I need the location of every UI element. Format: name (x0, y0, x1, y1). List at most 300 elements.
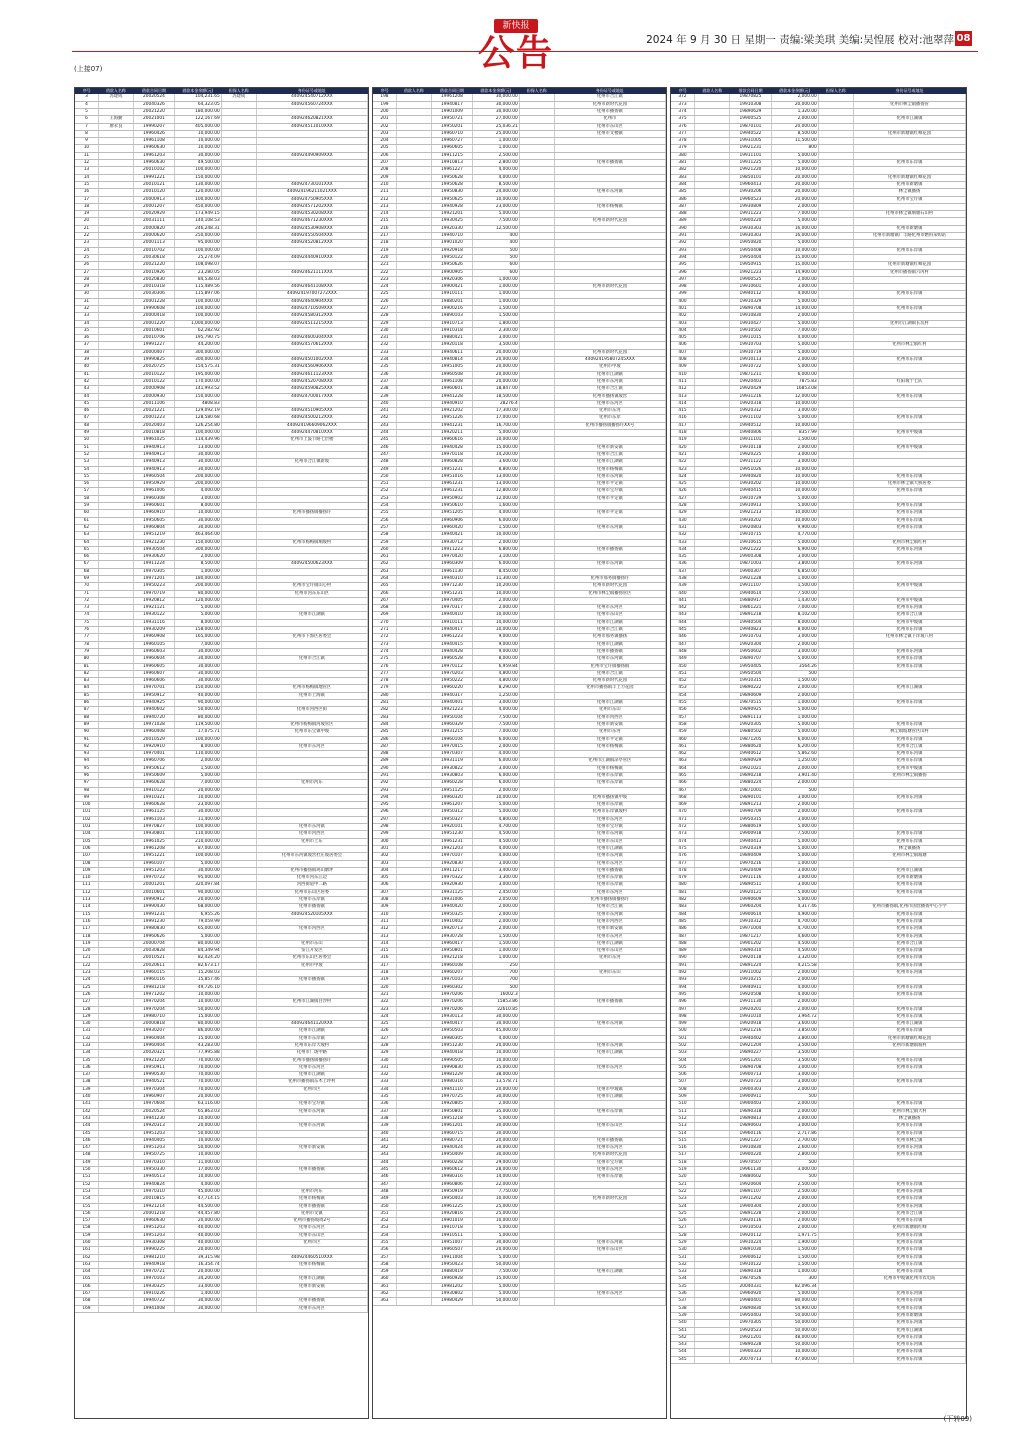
contract-date: 19891107 (730, 1188, 771, 1195)
contract-date: 19870101 (730, 123, 771, 130)
contract-date: 20030306 (133, 291, 174, 298)
table-row (373, 524, 666, 531)
principal-balance: 10,000.00 (472, 627, 519, 634)
guarantor-name (221, 721, 256, 728)
row-number: 519 (671, 1167, 695, 1174)
id-or-address: 化州市新塘镇红峰花园 (854, 1035, 966, 1042)
guarantor-name (221, 670, 256, 677)
id-or-address (256, 546, 367, 553)
borrower-name (695, 867, 730, 874)
id-or-address (256, 984, 367, 991)
row-number: 263 (373, 568, 396, 575)
row-number: 460 (671, 736, 695, 743)
principal-balance: 3,000.00 (771, 882, 818, 889)
borrower-name (695, 517, 730, 524)
contract-date: 19940112 (730, 291, 771, 298)
contract-date: 19931119 (431, 758, 472, 765)
contract-date: 19990830 (431, 1064, 472, 1071)
guarantor-name (818, 108, 853, 115)
row-number: 525 (671, 1210, 695, 1217)
principal-balance: 463,464.00 (174, 532, 221, 539)
guarantor-name (818, 1115, 853, 1122)
table-row (671, 233, 966, 240)
table-row (671, 1342, 966, 1349)
table-row (75, 875, 368, 882)
borrower-name (98, 824, 133, 831)
table-row (75, 634, 368, 641)
row-number: 459 (671, 729, 695, 736)
principal-balance: 6,850.00 (771, 568, 818, 575)
principal-balance: 4,800.00 (472, 670, 519, 677)
guarantor-name (221, 1079, 256, 1086)
table-row (373, 400, 666, 407)
table-row (75, 656, 368, 663)
borrower-name (396, 765, 431, 772)
id-or-address: 化州市东河镇 (854, 926, 966, 933)
row-number: 336 (373, 1101, 396, 1108)
guarantor-name (818, 371, 853, 378)
principal-balance: 5,000.00 (472, 1254, 519, 1261)
borrower-name (396, 597, 431, 604)
principal-balance: 1,400.00 (174, 1291, 221, 1298)
contract-date: 19940504 (730, 619, 771, 626)
id-or-address (854, 568, 966, 575)
table-row (373, 590, 666, 597)
principal-balance: 1,000.00 (174, 568, 221, 575)
contract-date: 19921201 (730, 1334, 771, 1341)
borrower-name (98, 554, 133, 561)
principal-balance: 3,000.00 (771, 1123, 818, 1130)
id-or-address: 化州市东河镇 (854, 648, 966, 655)
table-row (671, 400, 966, 407)
borrower-name (396, 437, 431, 444)
borrower-name (695, 897, 730, 904)
id-or-address (554, 1101, 665, 1108)
guarantor-name (221, 1269, 256, 1276)
row-number: 358 (373, 1261, 396, 1268)
table-row (671, 1028, 966, 1035)
id-or-address: 440924540712XXX (256, 94, 367, 101)
principal-balance: 20,000.00 (174, 1123, 221, 1130)
principal-balance: 10,000.00 (472, 532, 519, 539)
guarantor-name (221, 1086, 256, 1093)
guarantor-name (519, 1021, 554, 1028)
id-or-address (554, 532, 665, 539)
header-info: 2024 年 9 月 30 日 星期一 责编:梁美琪 美编:吴惶展 校对:池翠萍 (646, 34, 954, 46)
row-number: 115 (75, 911, 98, 918)
table-row (671, 357, 966, 364)
guarantor-name (221, 386, 256, 393)
contract-date: 19960309 (431, 561, 472, 568)
contract-date: 19900304 (730, 1203, 771, 1210)
contract-date: 19981229 (431, 1072, 472, 1079)
borrower-name (695, 619, 730, 626)
column-header-guarantor-name: 担保人名称 (519, 88, 554, 94)
contract-date: 19951231 (431, 590, 472, 597)
table-row (671, 692, 966, 699)
row-number: 423 (671, 466, 695, 473)
borrower-name (695, 743, 730, 750)
borrower-name (396, 1115, 431, 1122)
id-or-address: 化州市东河区 (554, 816, 665, 823)
principal-balance: 82,096.34 (771, 1283, 818, 1290)
table-row (75, 108, 368, 115)
contract-date: 19940317 (431, 692, 472, 699)
principal-balance: 4,215.58 (771, 962, 818, 969)
id-or-address (854, 1159, 966, 1166)
id-or-address (256, 575, 367, 582)
id-or-address (554, 276, 665, 283)
guarantor-name (818, 408, 853, 415)
guarantor-name (519, 1261, 554, 1268)
borrower-name (396, 743, 431, 750)
table-row (671, 787, 966, 794)
borrower-name (396, 751, 431, 758)
row-number: 441 (671, 597, 695, 604)
contract-date: 19900308 (730, 554, 771, 561)
id-or-address: 化州市东河区 (554, 860, 665, 867)
row-number: 69 (75, 575, 98, 582)
table-row (671, 1283, 966, 1290)
table-row (75, 736, 368, 743)
guarantor-name (221, 276, 256, 283)
id-or-address (854, 714, 966, 721)
contract-date: 19940925 (133, 700, 174, 707)
principal-balance: 1,430.00 (771, 597, 818, 604)
principal-balance: 4,000.00 (472, 751, 519, 758)
principal-balance: 18,847.00 (472, 386, 519, 393)
row-number: 36 (75, 335, 98, 342)
borrower-name (396, 1232, 431, 1239)
table-row (75, 1123, 368, 1130)
row-number: 288 (373, 751, 396, 758)
borrower-name (396, 189, 431, 196)
table-row (373, 1035, 666, 1042)
table-row (75, 1145, 368, 1152)
row-number: 303 (373, 860, 396, 867)
principal-balance: 8,500.00 (174, 561, 221, 568)
guarantor-name (221, 656, 256, 663)
principal-balance: 50,000.00 (771, 1312, 818, 1319)
row-number: 25 (75, 254, 98, 261)
guarantor-name (221, 692, 256, 699)
borrower-name (396, 218, 431, 225)
table-row (671, 773, 966, 780)
id-or-address (554, 1261, 665, 1268)
id-or-address: 化州市东河镇 (554, 853, 665, 860)
table-row (75, 758, 368, 765)
borrower-name (98, 1021, 133, 1028)
id-or-address: 化州市东岸镇 (854, 758, 966, 765)
row-number: 346 (373, 1174, 396, 1181)
contract-date: 19990225 (133, 1247, 174, 1254)
id-or-address: 化州市合江镇 (554, 386, 665, 393)
borrower-name (695, 327, 730, 334)
contract-date: 19900614 (730, 911, 771, 918)
id-or-address (256, 619, 367, 626)
id-or-address: 化州市杨梅镇 (554, 765, 665, 772)
borrower-name (695, 1298, 730, 1305)
id-or-address: 化州市播扬镇播扬圩 (554, 897, 665, 904)
table-row (373, 780, 666, 787)
table-row (75, 809, 368, 816)
table-row (75, 357, 368, 364)
id-or-address (256, 991, 367, 998)
guarantor-name (818, 189, 853, 196)
row-number: 435 (671, 554, 695, 561)
principal-balance: 5,862.60 (771, 751, 818, 758)
borrower-name (695, 510, 730, 517)
table-row (75, 1291, 368, 1298)
id-or-address: 化州市东河镇 (854, 751, 966, 758)
id-or-address: 440924460510XXX (256, 1254, 367, 1261)
principal-balance: 70,000.00 (174, 1079, 221, 1086)
row-number: 400 (671, 298, 695, 305)
principal-balance: 100,000.00 (174, 306, 221, 313)
row-number: 58 (75, 495, 98, 502)
id-or-address (854, 371, 966, 378)
id-or-address: 440924490909XXX (256, 152, 367, 159)
principal-balance: 4,770.00 (771, 532, 818, 539)
principal-balance: 1,500.00 (472, 313, 519, 320)
guarantor-name (818, 488, 853, 495)
borrower-name (695, 999, 730, 1006)
id-or-address: 化州市播扬镇 (554, 648, 665, 655)
table-row (671, 1057, 966, 1064)
table-row (671, 1276, 966, 1283)
contract-date: 19900713 (730, 1072, 771, 1079)
row-number: 474 (671, 838, 695, 845)
principal-balance: 25,274.09 (174, 254, 221, 261)
row-number: 293 (373, 787, 396, 794)
principal-balance: 8,290.00 (472, 685, 519, 692)
table-row (373, 816, 666, 823)
table-row (671, 670, 966, 677)
contract-date: 19940612 (730, 751, 771, 758)
borrower-name (98, 918, 133, 925)
id-or-address: 化州市东山 (256, 940, 367, 947)
borrower-name (98, 1240, 133, 1247)
guarantor-name (221, 627, 256, 634)
row-number: 10 (75, 145, 98, 152)
table-row (373, 1086, 666, 1093)
table-row (373, 678, 666, 685)
borrower-name (695, 1152, 730, 1159)
table-row (671, 218, 966, 225)
table-row (671, 378, 966, 385)
contract-date: 19921220 (133, 1057, 174, 1064)
contract-date: 19951005 (431, 364, 472, 371)
contract-date: 19920116 (730, 1218, 771, 1225)
id-or-address: 化州市东岸镇 (854, 809, 966, 816)
guarantor-name (221, 685, 256, 692)
borrower-name (98, 313, 133, 320)
id-or-address: 化州市东岸镇 (854, 1334, 966, 1341)
principal-balance: 30,000.00 (174, 648, 221, 655)
table-row (373, 1145, 666, 1152)
borrower-name (98, 240, 133, 247)
contract-date: 19970216 (730, 860, 771, 867)
row-number: 262 (373, 561, 396, 568)
principal-balance: 12,500.00 (472, 225, 519, 232)
contract-date: 20040331 (730, 1283, 771, 1290)
principal-balance: 5,000.00 (771, 707, 818, 714)
principal-balance: 7,000.00 (771, 605, 818, 612)
contract-date: 19910601 (730, 284, 771, 291)
guarantor-name (519, 1283, 554, 1290)
column-header-row-number: 序号 (671, 88, 695, 94)
contract-date: 19931116 (133, 619, 174, 626)
table-row (671, 211, 966, 218)
borrower-name (396, 824, 431, 831)
row-number: 349 (373, 1196, 396, 1203)
table-row (373, 977, 666, 984)
row-number: 244 (373, 430, 396, 437)
id-or-address: 化州市播扬镇 (554, 867, 665, 874)
guarantor-name (519, 948, 554, 955)
principal-balance: 140,108.53 (174, 218, 221, 225)
row-number: 500 (671, 1028, 695, 1035)
id-or-address (256, 845, 367, 852)
principal-balance: 115,489.56 (174, 284, 221, 291)
row-number: 534 (671, 1276, 695, 1283)
borrower-name (396, 1210, 431, 1217)
table-row (373, 1123, 666, 1130)
principal-balance: 35,000.00 (472, 1108, 519, 1115)
principal-balance: 3,800.00 (771, 561, 818, 568)
row-number: 401 (671, 306, 695, 313)
contract-date: 20010706 (133, 335, 174, 342)
table-row (75, 130, 368, 137)
principal-balance: 70,000.00 (174, 1064, 221, 1071)
contract-date: 19921228 (730, 575, 771, 582)
row-number: 87 (75, 707, 98, 714)
row-number: 82 (75, 670, 98, 677)
contract-date: 19920812 (133, 597, 174, 604)
contract-date: 19990825 (133, 357, 174, 364)
table-row (671, 1232, 966, 1239)
contract-date: 19940420 (431, 904, 472, 911)
row-number: 227 (373, 306, 396, 313)
row-number: 290 (373, 765, 396, 772)
table-row (373, 955, 666, 962)
borrower-name (396, 867, 431, 874)
principal-balance: 4,500.00 (472, 831, 519, 838)
row-number: 251 (373, 481, 396, 488)
guarantor-name (519, 437, 554, 444)
borrower-name (98, 1181, 133, 1188)
borrower-name (98, 524, 133, 531)
principal-balance: 141,993.52 (174, 386, 221, 393)
id-or-address: 化州市东河镇 (554, 1240, 665, 1247)
table-row (75, 590, 368, 597)
guarantor-name (221, 1298, 256, 1305)
row-number: 73 (75, 605, 98, 612)
principal-balance: 6,000.00 (472, 773, 519, 780)
id-or-address (854, 1167, 966, 1174)
principal-balance: 6,000.00 (771, 736, 818, 743)
row-number: 74 (75, 612, 98, 619)
table-row (671, 408, 966, 415)
borrower-name (695, 758, 730, 765)
guarantor-name (221, 262, 256, 269)
row-number: 291 (373, 773, 396, 780)
column-header-borrower-name: 借款人名称 (695, 88, 730, 94)
borrower-name (396, 962, 431, 969)
id-or-address: 化州市江湖镇 (554, 619, 665, 626)
borrower-name (98, 838, 133, 845)
table-row (75, 663, 368, 670)
principal-balance: 120,000.00 (174, 189, 221, 196)
guarantor-name (818, 181, 853, 188)
contract-date: 20010926 (133, 269, 174, 276)
principal-balance: 10,000.00 (472, 1050, 519, 1057)
row-number: 259 (373, 539, 396, 546)
row-number: 422 (671, 459, 695, 466)
borrower-name (396, 254, 431, 261)
contract-date: 19930308 (133, 1240, 174, 1247)
contract-date: 19920118 (431, 342, 472, 349)
row-number: 463 (671, 758, 695, 765)
contract-date: 19951231 (431, 466, 472, 473)
principal-balance: 20,000.00 (472, 1137, 519, 1144)
principal-balance: 3,500.00 (771, 1050, 818, 1057)
guarantor-name (818, 349, 853, 356)
guarantor-name (519, 554, 554, 561)
row-number: 445 (671, 627, 695, 634)
principal-balance: 2,000.00 (771, 1203, 818, 1210)
borrower-name (98, 707, 133, 714)
borrower-name (396, 575, 431, 582)
id-or-address (256, 670, 367, 677)
guarantor-name (818, 481, 853, 488)
id-or-address (256, 1291, 367, 1298)
row-number: 310 (373, 911, 396, 918)
guarantor-name (519, 583, 554, 590)
id-or-address: 化州市 (554, 116, 665, 123)
contract-date: 19890609 (730, 692, 771, 699)
guarantor-name (818, 845, 853, 852)
id-or-address: 化州市新安镇 (554, 444, 665, 451)
contract-date: 20020321 (133, 1050, 174, 1057)
row-number: 341 (373, 1137, 396, 1144)
id-or-address: 化州市东河镇 (256, 1123, 367, 1130)
principal-balance: 158,000.00 (174, 627, 221, 634)
row-number: 218 (373, 240, 396, 247)
borrower-name (396, 503, 431, 510)
guarantor-name (818, 700, 853, 707)
id-or-address: 化州市播扬镇播扬圩XX号 (554, 422, 665, 429)
table-row (75, 1196, 368, 1203)
table-row (671, 488, 966, 495)
principal-balance: 6,000.00 (472, 780, 519, 787)
guarantor-name (818, 1094, 853, 1101)
row-number: 410 (671, 371, 695, 378)
principal-balance: 50,000.00 (174, 1130, 221, 1137)
principal-balance: 1,500.00 (771, 1261, 818, 1268)
contract-date: 19980830 (133, 926, 174, 933)
id-or-address: 化州市东河区 (554, 889, 665, 896)
guarantor-name (519, 714, 554, 721)
contract-date: 19890830 (730, 1305, 771, 1312)
id-or-address: 化州市播扬镇鸡山塘坪 (256, 867, 367, 874)
guarantor-name (519, 488, 554, 495)
guarantor-name (519, 765, 554, 772)
row-number: 235 (373, 364, 396, 371)
table-row (75, 247, 368, 254)
contract-date: 19920403 (730, 378, 771, 385)
table-row (671, 882, 966, 889)
